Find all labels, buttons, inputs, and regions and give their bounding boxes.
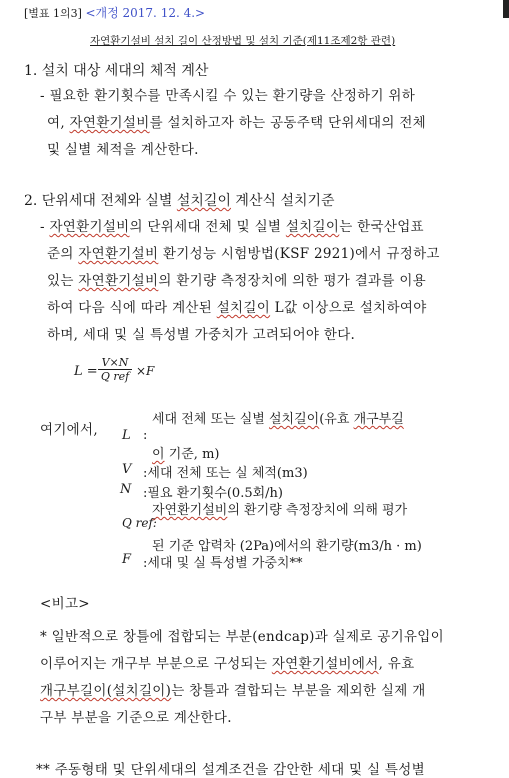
where-intro: 여기에서,: [40, 422, 98, 438]
symbol-F: F: [122, 552, 132, 567]
note1-line-3: 개구부길이(설치길이)는 창틀과 결합되는 부분을 제외한 실제 개: [40, 683, 426, 699]
section2-line-3: 있는 자연환기설비의 환기량 측정장치에 의한 평가 결과를 이용: [47, 273, 427, 289]
section2-line-5: 하며, 세대 및 실 특성별 가중치가 고려되어야 한다.: [47, 327, 356, 343]
symbol-Q: Q ref:: [122, 516, 157, 530]
formula-tail: ×F: [136, 364, 155, 378]
section2-heading: 2. 단위세대 전체와 실별 설치길이 계산식 설치기준: [24, 193, 335, 209]
def-V: :세대 전체 또는 실 체적(m3): [143, 466, 308, 481]
section1-line-3: 및 실별 체적을 계산한다.: [47, 142, 199, 158]
def-N: :필요 환기횟수(0.5회/h): [143, 486, 283, 501]
def-F: :세대 및 실 특성별 가중치**: [143, 556, 303, 571]
symbol-N: N: [120, 482, 132, 497]
symbol-L-colon: :: [143, 428, 148, 443]
def-Q-line-2: 된 기준 압력차 (2Pa)에서의 환기량(m3/h · m): [152, 539, 422, 554]
note1-line-2: 이루어지는 개구부 부분으로 구성되는 자연환기설비에서, 유효: [40, 656, 415, 672]
note1-line-1: * 일반적으로 창틀에 접합되는 부분(endcap)과 실제로 공기유입이: [40, 629, 444, 645]
symbol-V: V: [122, 462, 132, 477]
remarks-heading: <비고>: [40, 596, 90, 612]
note2-line-1: ** 주동형태 및 단위세대의 설계조건을 감안한 세대 및 실 특성별: [36, 762, 425, 778]
formula-numerator: V×N: [98, 356, 132, 370]
section1-line-1: - 필요한 환기횟수를 만족시킬 수 있는 환기량을 산정하기 위하: [40, 88, 416, 104]
symbol-L: L: [122, 428, 131, 443]
section2-line-2: 준의 자연환기설비 환기성능 시험방법(KSF 2921)에서 규정하고: [47, 246, 440, 262]
def-L-line-1: 세대 전체 또는 실별 설치길이(유효 개구부길: [152, 412, 404, 427]
scrollbar[interactable]: [503, 0, 509, 18]
section2-line-4: 하여 다음 식에 따라 계산된 설치길이 L값 이상으로 설치하여야: [47, 300, 427, 316]
document-subtitle: 자연환기설비 설치 길이 산정방법 및 설치 기준(제11조제2항 관련): [90, 35, 396, 47]
annex-header: [24, 4, 205, 21]
revision-date: <개정 2017. 12. 4.>: [85, 6, 206, 20]
def-L-line-2: 이 기준, m): [152, 447, 220, 462]
formula-denominator: Q ref: [100, 370, 130, 383]
formula: [74, 356, 194, 390]
note1-line-4: 구부 부분을 기준으로 계산한다.: [40, 710, 232, 726]
section1-line-2: 여, 자연환기설비를 설치하고자 하는 공동주택 단위세대의 전체: [47, 115, 427, 131]
def-Q-line-1: 자연환기설비의 환기량 측정장치에 의해 평가: [152, 503, 408, 518]
formula-lhs: L =: [74, 364, 98, 379]
annex-label: [별표 1의3]: [24, 7, 82, 20]
section1-heading: 1. 설치 대상 세대의 체적 계산: [24, 63, 209, 79]
section2-line-1: - 자연환기설비의 단위세대 전체 및 실별 설치길이는 한국산업표: [40, 219, 424, 235]
formula-fraction: [98, 356, 132, 383]
